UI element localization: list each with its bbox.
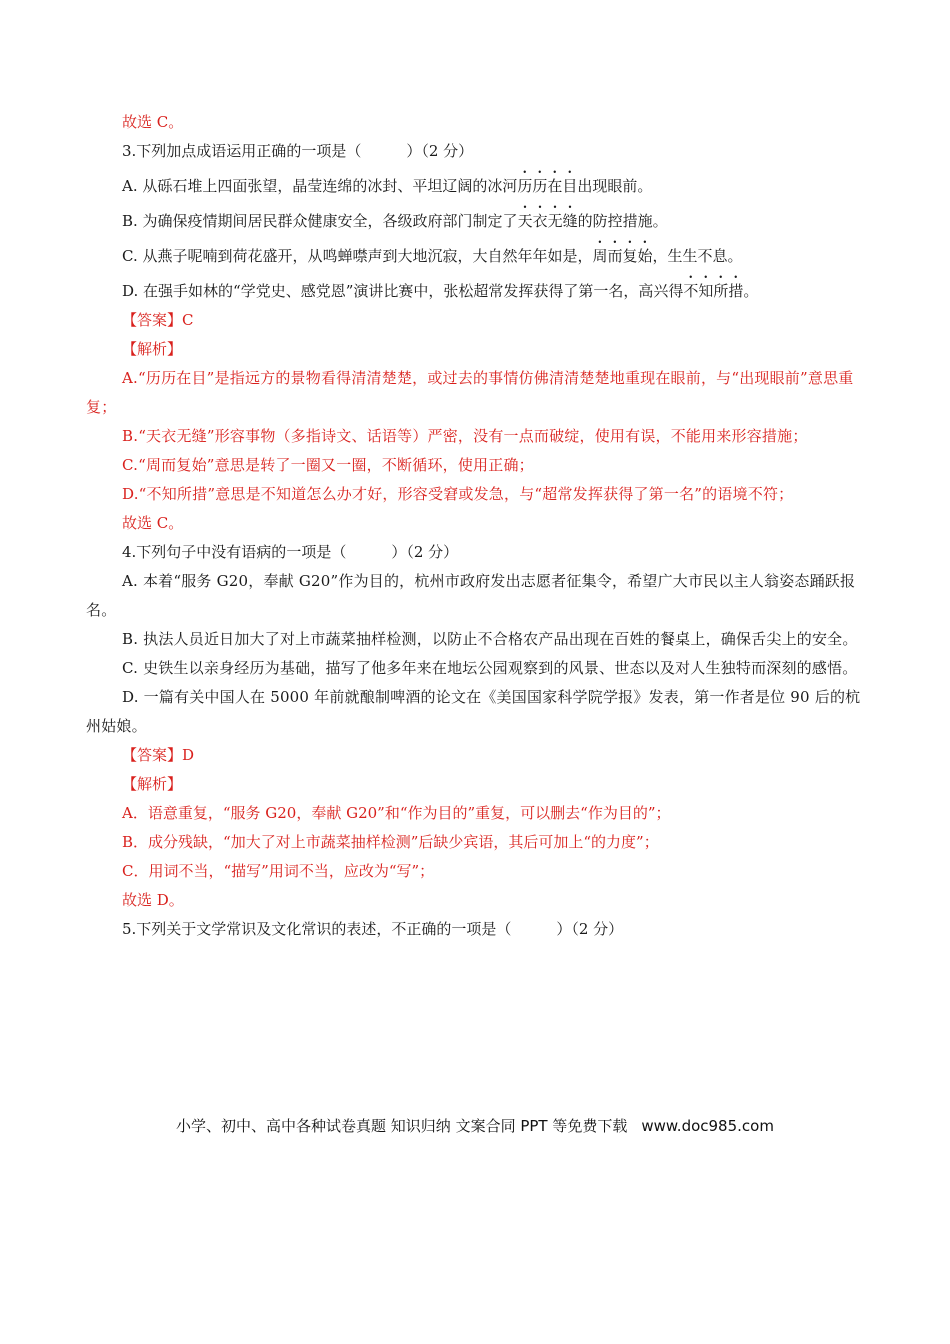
q3-analysis-c: C.“周而复始”意思是转了一圈又一圈，不断循环，使用正确； xyxy=(122,456,534,474)
q4-conclusion: 故选 D。 xyxy=(122,891,184,909)
q4-analysis-b: B．成分残缺，“加大了对上市蔬菜抽样检测”后缺少宾语，其后可加上“的力度”； xyxy=(122,833,659,851)
answer-value: D xyxy=(182,746,195,764)
answer-tag: 【答案】 xyxy=(122,311,183,329)
footer-banner xyxy=(0,1115,950,1136)
q4-option-b: B. 执法人员近日加大了对上市蔬菜抽样检测，以防止不合格农产品出现在百姓的餐桌上，确保舌尖上的安全。 xyxy=(122,630,858,648)
q3-option-d: D. 在强手如林的“学党史、感党恩”演讲比赛中，张松超常发挥获得了第一名，高兴得不知所措。 xyxy=(122,282,759,300)
q4-option-d: D. 一篇有关中国人在 5000 年前就酿制啤酒的论文在《美国国家科学院学报》发表，第一作者是位 90 后的杭州姑娘。 xyxy=(86,688,861,735)
q3-option-a: A. 从砾石堆上四面张望，晶莹连绵的冰封、平坦辽阔的冰河历历在目出现眼前。 xyxy=(122,177,653,195)
q3-option-b: B. 为确保疫情期间居民群众健康安全，各级政府部门制定了天衣无缝的防控措施。 xyxy=(122,212,668,230)
q3-option-d-dotted-idiom: 不知所措 xyxy=(683,282,744,300)
q3-analysis-b: B.“天衣无缝”形容事物（多指诗文、话语等）严密，没有一点而破绽，使用有误，不能用来形容措施； xyxy=(122,427,808,445)
q3-option-b-dotted-idiom: 天衣无缝 xyxy=(517,212,578,230)
q4-option-c: C. 史铁生以亲身经历为基础，描写了他多年来在地坛公园观察到的风景、世态以及对人生独特而深刻的感悟。 xyxy=(122,659,858,677)
q4-stem: 4.下列句子中没有语病的一项是（ ）（2 分） xyxy=(122,543,459,561)
q4-analysis-a: A．语意重复，“服务 G20，奉献 G20”和“作为目的”重复，可以删去“作为目的”； xyxy=(122,804,671,822)
footer-text: 小学、初中、高中各种试卷真题 知识归纳 文案合同 PPT 等免费下载 xyxy=(176,1117,628,1135)
prev-conclusion: 故选 C。 xyxy=(122,113,184,131)
answer-value: C xyxy=(182,311,194,329)
answer-tag: 【答案】 xyxy=(122,746,183,764)
q4-option-a: A. 本着“服务 G20，奉献 G20”作为目的，杭州市政府发出志愿者征集令，希望广大市民以主人翁姿态踊跃报名。 xyxy=(86,572,856,619)
q4-analysis-c: C．用词不当，“描写”用词不当，应改为“写”； xyxy=(122,862,435,880)
q4-answer xyxy=(86,741,862,770)
q3-option-c: C. 从燕子呢喃到荷花盛开，从鸣蝉噤声到大地沉寂，大自然年年如是，周而复始，生生不息。 xyxy=(122,247,743,265)
q3-answer xyxy=(86,306,862,335)
q3-analysis-d: D.“不知所措”意思是不知道怎么办才好，形容受窘或发急，与“超常发挥获得了第一名”的语境不符； xyxy=(122,485,794,503)
q3-conclusion: 故选 C。 xyxy=(122,514,184,532)
q3-analysis-a: A.“历历在目”是指远方的景物看得清清楚楚，或过去的事情仿佛清清楚楚地重现在眼前，与“出现眼前”意思重复； xyxy=(86,369,854,416)
q3-analysis-tag: 【解析】 xyxy=(122,340,183,358)
q5-stem: 5.下列关于文学常识及文化常识的表述，不正确的一项是（ ）（2 分） xyxy=(122,920,624,938)
footer-url[interactable]: www.doc985.com xyxy=(641,1117,774,1135)
q3-option-c-dotted-idiom: 周而复始 xyxy=(592,247,653,265)
q3-stem: 3.下列加点成语运用正确的一项是（ ）（2 分） xyxy=(122,142,474,160)
q3-option-a-dotted-idiom: 历历在目 xyxy=(517,177,578,195)
document-body xyxy=(86,108,862,944)
q4-analysis-tag: 【解析】 xyxy=(122,775,183,793)
